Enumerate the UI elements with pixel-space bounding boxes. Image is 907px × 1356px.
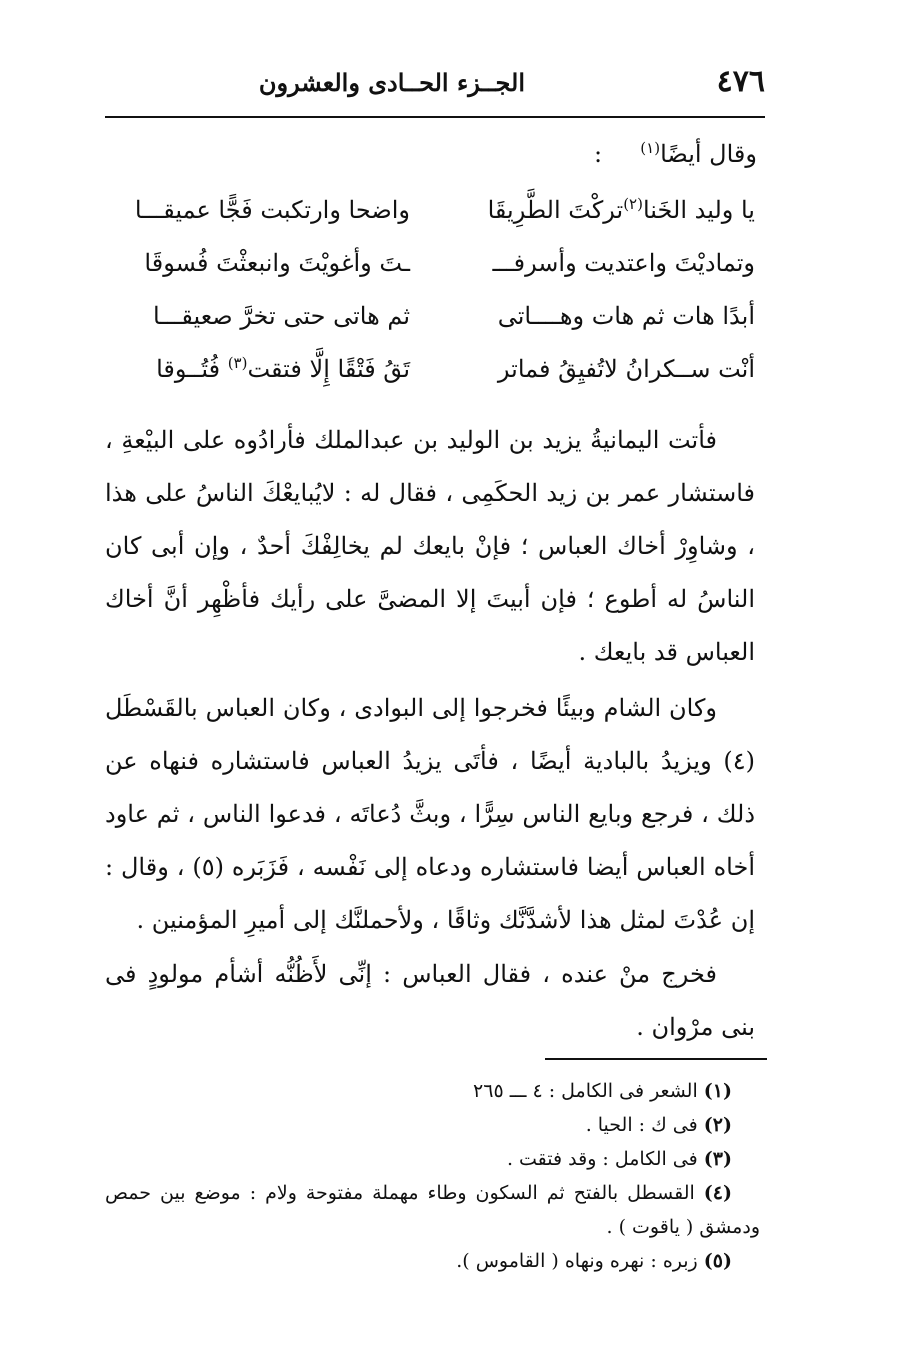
footnotes — [105, 1074, 760, 1278]
footnote-ref-1: (١) — [640, 139, 661, 157]
verse-second-hemistich: واضحا وارتكبت فَجًّا عميقـــا — [134, 196, 410, 224]
footnote-number: (٤) — [703, 1182, 732, 1204]
footnote-number: (٣) — [703, 1148, 732, 1170]
footnote-ref-3: (٣) — [227, 354, 248, 372]
footnote-text: الشعر فى الكامل : ٤ ـــ ٢٦٥ — [473, 1080, 698, 1102]
verse — [105, 347, 765, 400]
footnote — [105, 1142, 760, 1176]
verse-first-hemistich: أبدًا هات ثم هات وهــــاتى — [497, 302, 755, 330]
footnote — [105, 1176, 760, 1244]
paragraph: فأتت اليمانيةُ يزيد بن الوليد بن عبدالملك فأرادُوه على البيْعةِ ، فاستشار عمر بن زيد الحكَمِى ، فقال له : لايُبايعْكَ الناسُ على هذا ، وشاوِرْ أخاك العباس ؛ فإنْ بايعك لم يخالِفْكَ أحدٌ ، وإن أبى كان الناسُ له أطوع ؛ فإن أبيتَ إلا المضىَّ على رأيك فأظْهِر أنَّ أخاك العباس قد بايعك . — [105, 426, 756, 666]
footnote-rule — [545, 1058, 767, 1060]
footnote-text: فى الكامل : وقد فتقت . — [506, 1148, 698, 1170]
footnote — [105, 1074, 760, 1108]
poem — [105, 188, 765, 400]
verse — [105, 294, 765, 347]
running-title: الجــزء الحــادى والعشرون — [258, 68, 525, 97]
intro-text: وقال أيضًا — [660, 140, 757, 168]
verse-second-hemistich: تَقُ فَتْقًا إِلَّا فتقت$^{(٣)}$ فُتُــوقا — [156, 354, 410, 383]
paragraph: فخرج منْ عنده ، فقال العباس : إنِّى لأَظُنُّه أشأم مولودٍ فى بنى مرْوان . — [105, 960, 755, 1041]
verse — [105, 188, 765, 241]
footnote-number: (٥) — [703, 1250, 732, 1272]
footnote-number: (٢) — [703, 1114, 732, 1136]
footnote-ref-2: (٢) — [623, 195, 643, 213]
footnote-text: زبره : نهره ونهاه ( القاموس ). — [456, 1250, 698, 1272]
footnote — [105, 1244, 760, 1278]
poem-intro — [594, 140, 757, 168]
page-header — [105, 58, 765, 110]
verse — [105, 241, 765, 294]
page-number: ٤٧٦ — [716, 64, 765, 99]
verse-second-hemistich: ثم هاتى حتى تخرَّ صعيقـــا — [152, 302, 410, 330]
footnote-text: فى ك : الحيا . — [585, 1114, 698, 1136]
footnote-number: (١) — [703, 1080, 732, 1102]
verse-first-hemistich: أنْت ســكرانُ لاتُفيِقُ فماتر — [497, 355, 755, 383]
verse-second-hemistich: ـتَ وأغويْتَ وانبعثْتَ فُسوقَا — [144, 249, 410, 277]
verse-first-hemistich: يا وليد الخَنا$^{(٢)}$تركْتَ الطَّرِيقَا — [487, 195, 755, 224]
header-rule — [105, 116, 765, 118]
verse-first-hemistich: وتماديْتَ واعتديت وأسرفـــ — [492, 249, 755, 277]
footnote-text: القسطل بالفتح ثم السكون وطاء مهملة مفتوحة ولام : موضع بين حمص ودمشق ( ياقوت ) . — [105, 1182, 760, 1238]
intro-colon: : — [594, 140, 603, 168]
paragraph: وكان الشام وبيئًا فخرجوا إلى البوادى ، وكان العباس بالقَسْطَل (٤) ويزيدُ بالبادية أيضًا ، فأتَى يزيدُ العباس فاستشاره فنهاه عن ذلك ، فرجع وبايع الناس سِرًّا ، وبثَّ دُعاتَه ، فدعوا الناس ، ثم عاود أخاه العباس أيضا فاستشاره ودعاه إلى نَفْسه ، فَزَبَره (٥) ، وقال : إن عُدْتَ لمثل هذا لأشدَّنَّك وثاقًا ، ولأحملنَّك إلى أميرِ المؤمنين . — [105, 694, 756, 934]
footnote — [105, 1108, 760, 1142]
